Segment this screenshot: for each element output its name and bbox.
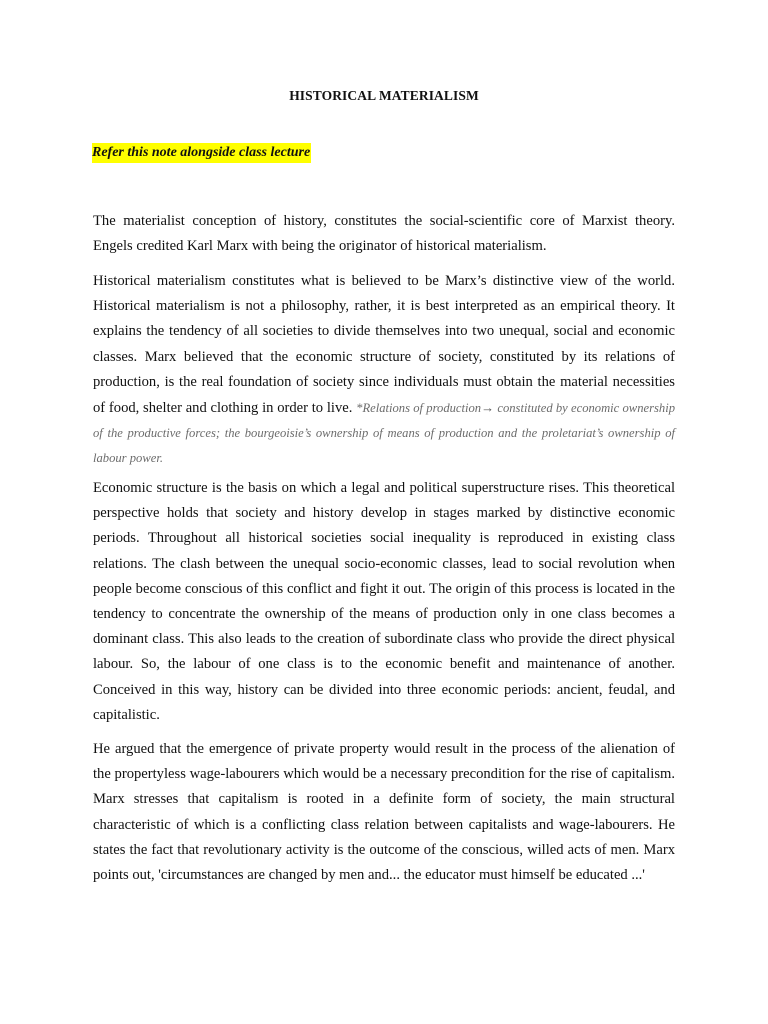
arrow-right-icon: → xyxy=(481,400,495,416)
highlighted-note: Refer this note alongside class lecture xyxy=(92,143,311,163)
aside-lead: *Relations of production xyxy=(356,401,482,416)
paragraph-4 xyxy=(93,737,675,888)
paragraph-1 xyxy=(93,209,675,259)
aside-rest: constituted by economic ownership of the productive forces; the bourgeoisie’s ownership of means of production and the proletariat’s ownership of labour power. xyxy=(93,401,675,466)
paragraph-2-text xyxy=(93,269,675,472)
paragraph-4-text: He argued that the emergence of private property would result in the process of the alienation of the propertyless wage-labourers which would be a necessary precondition for the rise of capitalism. Marx stresses that capitalism is rooted in a definite form of society, the main structural characteristic of which is a conflicting class relation between capitalists and wage-labourers. He states the fact that revolutionary activity is the outcome of the conscious, willed acts of men. Marx points out, 'circumstances are changed by men and... the educator must himself be educated ...' xyxy=(93,741,675,884)
document-title: HISTORICAL MATERIALISM xyxy=(289,88,479,103)
paragraph-2-main: Historical materialism constitutes what is believed to be Marx’s distinctive view of the world. Historical materialism is not a philosophy, rather, it is best interpreted as an empirical theory. It explains the tendency of all societies to divide themselves into two unequal, social and economic classes. Marx believed that the economic structure of society, constituted by its relations of production, is the real foundation of society since individuals must obtain the material necessities of food, shelter and clothing in order to live. xyxy=(93,273,675,417)
paragraph-3-text: Economic structure is the basis on which a legal and political superstructure rises. This theoretical perspective holds that society and history develop in stages marked by distinctive economic periods. Throughout all historical societies social inequality is reproduced in existing class relations. The clash between the unequal socio-economic classes, lead to social revolution when people become conscious of this conflict and fight it out. The origin of this process is located in the tendency to concentrate the ownership of the means of production only in one class becomes a dominant class. This also leads to the creation of subordinate class who provide the direct physical labour. So, the labour of one class is to the economic benefit and maintenance of another. Conceived in this way, history can be divided into three economic periods: ancient, feudal, and capitalistic. xyxy=(93,480,675,723)
paragraph-3 xyxy=(93,476,675,728)
paragraph-1-text: The materialist conception of history, constitutes the social-scientific core of Marxist theory. Engels credited Karl Marx with being the originator of historical materialism. xyxy=(93,213,675,255)
paragraph-2 xyxy=(93,269,675,472)
